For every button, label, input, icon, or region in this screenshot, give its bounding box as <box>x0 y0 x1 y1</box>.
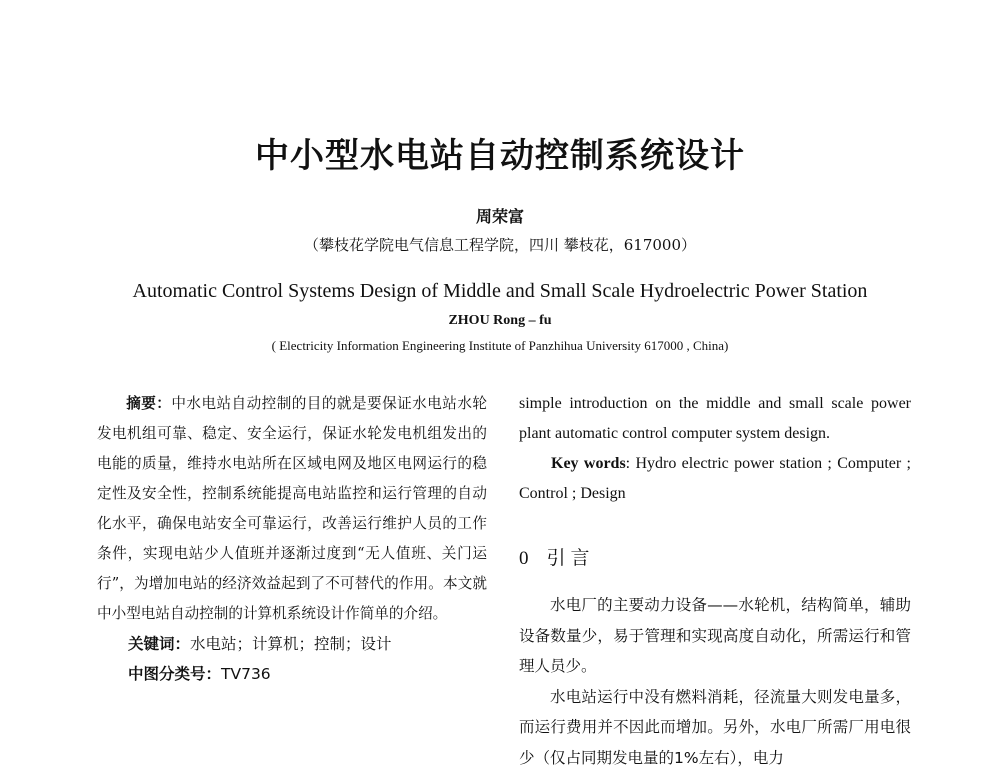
abstract-label: 摘要： <box>126 395 171 412</box>
author-name-cn: 周荣富 <box>0 204 1000 227</box>
author-name-en: ZHOU Rong – fu <box>0 313 1000 329</box>
keywords-en-label: Key words <box>551 455 626 472</box>
classification-text: TV736 <box>221 665 271 683</box>
section-title: 引言 <box>547 547 595 569</box>
body-paragraph-1: 水电厂的主要动力设备——水轮机，结构简单，辅助设备数量少，易于管理和实现高度自动化，所需运行和管理人员少。 <box>519 590 911 682</box>
right-column <box>519 389 911 773</box>
keywords-en <box>519 449 911 509</box>
abstract-en-continuation: simple introduction on the middle and small scale power plant automatic control computer system design. <box>519 389 911 449</box>
classification-label: 中图分类号： <box>128 665 221 683</box>
abstract-cn <box>97 389 487 629</box>
section-number: 0 <box>519 548 529 569</box>
keywords-cn <box>97 629 487 659</box>
left-column <box>97 389 487 689</box>
affiliation-en: ( Electricity Information Engineering Institute of Panzhihua University 617000 , China) <box>0 338 1000 354</box>
keywords-en-text: : Hydro electric power station ; Computer ; Control ; Design <box>519 455 911 502</box>
keywords-label: 关键词： <box>128 635 190 653</box>
keywords-text: 水电站；计算机；控制；设计 <box>190 635 392 653</box>
affiliation-cn: （攀枝花学院电气信息工程学院，四川 攀枝花，617000） <box>0 234 1000 255</box>
abstract-text: 中水电站自动控制的目的就是要保证水电站水轮发电机组可靠、稳定、安全运行，保证水轮发电机组发出的电能的质量，维持水电站所在区域电网及地区电网运行的稳定性及安全性，控制系统能提高电站监控和运行管理的自动化水平，确保电站安全可靠运行，改善运行维护人员的工作条件，实现电站少人值班并逐渐过度到“无人值班、关门运行”，为增加电站的经济效益起到了不可替代的作用。本文就中小型电站自动控制的计算机系统设计作简单的介绍。 <box>97 395 487 622</box>
classification-number <box>97 659 487 689</box>
section-heading <box>519 543 911 574</box>
body-paragraph-2: 水电站运行中没有燃料消耗，径流量大则发电量多，而运行费用并不因此而增加。另外，水电厂所需厂用电很少（仅占同期发电量的1%左右），电力 <box>519 682 911 773</box>
paper-title-en: Automatic Control Systems Design of Middle and Small Scale Hydroelectric Power Station <box>0 280 1000 303</box>
paper-title: 中小型水电站自动控制系统设计 <box>0 128 1000 177</box>
